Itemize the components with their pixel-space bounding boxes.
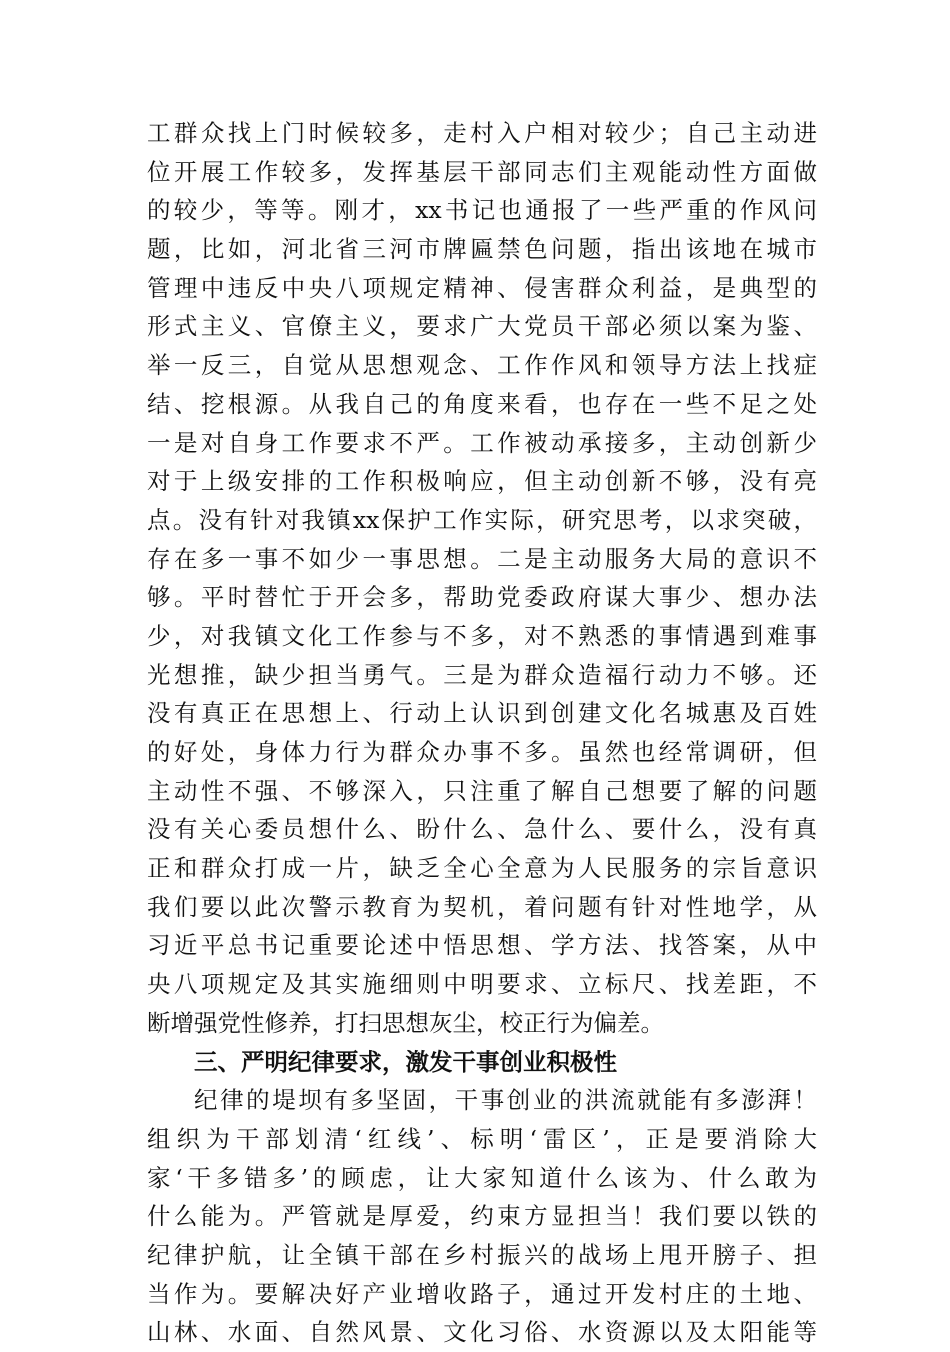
text-line: 一是对自身工作要求不严。工作被动承接多，主动创新少	[147, 428, 817, 457]
text-line: 光想推，缺少担当勇气。三是为群众造福行动力不够。还	[147, 660, 817, 689]
text-line: 什么能为。严管就是厚爱，约束方显担当！我们要以铁的	[147, 1202, 817, 1231]
text-line: 组织为干部划清‘红线’、标明‘雷区’，正是要消除大	[147, 1124, 817, 1153]
text-line: 纪律的堤坝有多坚固，干事创业的洪流就能有多澎湃！	[194, 1086, 817, 1115]
text-line: 结、挖根源。从我自己的角度来看，也存在一些不足之处	[147, 389, 817, 418]
text-line: 家‘干多错多’的顾虑，让大家知道什么该为、什么敢为	[147, 1163, 817, 1192]
text-line: 管理中违反中央八项规定精神、侵害群众利益，是典型的	[147, 273, 817, 302]
text-line: 够。平时替忙于开会多，帮助党委政府谋大事少、想办法	[147, 583, 817, 612]
text-line: 我们要以此次警示教育为契机，着问题有针对性地学，从	[147, 892, 817, 921]
text-line: 当作为。要解决好产业增收路子，通过开发村庄的土地、	[147, 1279, 817, 1308]
text-line: 的较少，等等。刚才，xx书记也通报了一些严重的作风问	[147, 196, 817, 225]
text-line: 对于上级安排的工作积极响应，但主动创新不够，没有亮	[147, 467, 817, 496]
text-line: 山林、水面、自然风景、文化习俗、水资源以及太阳能等	[147, 1318, 817, 1347]
section-heading: 三、严明纪律要求，激发干事创业积极性	[194, 1047, 617, 1076]
text-line: 习近平总书记重要论述中悟思想、学方法、找答案，从中	[147, 931, 817, 960]
text-line: 主动性不强、不够深入，只注重了解自己想要了解的问题	[147, 776, 817, 805]
text-line: 举一反三，自觉从思想观念、工作作风和领导方法上找症	[147, 351, 817, 380]
text-line: 央八项规定及其实施细则中明要求、立标尺、找差距，不	[147, 970, 817, 999]
text-line: 点。没有针对我镇xx保护工作实际，研究思考，以求突破，	[147, 505, 817, 534]
text-line: 的好处，身体力行为群众办事不多。虽然也经常调研，但	[147, 738, 817, 766]
text-line: 少，对我镇文化工作参与不多，对不熟悉的事情遇到难事	[147, 621, 817, 650]
text-line: 没有关心委员想什么、盼什么、急什么、要什么，没有真	[147, 815, 817, 844]
text-line: 工群众找上门时候较多，走村入户相对较少；自己主动进	[147, 119, 817, 147]
text-line: 断增强党性修养，打扫思想灰尘，校正行为偏差。	[147, 1008, 664, 1037]
text-line: 位开展工作较多，发挥基层干部同志们主观能动性方面做	[147, 157, 817, 186]
text-line: 正和群众打成一片，缺乏全心全意为人民服务的宗旨意识	[147, 854, 817, 883]
document-body	[147, 114, 817, 1352]
text-line: 存在多一事不如少一事思想。二是主动服务大局的意识不	[147, 544, 817, 573]
text-line: 题，比如，河北省三河市牌匾禁色问题，指出该地在城市	[147, 235, 817, 264]
text-line: 纪律护航，让全镇干部在乡村振兴的战场上甩开膀子、担	[147, 1240, 817, 1269]
text-line: 形式主义、官僚主义，要求广大党员干部必须以案为鉴、	[147, 312, 817, 341]
text-line: 没有真正在思想上、行动上认识到创建文化名城惠及百姓	[147, 699, 817, 728]
